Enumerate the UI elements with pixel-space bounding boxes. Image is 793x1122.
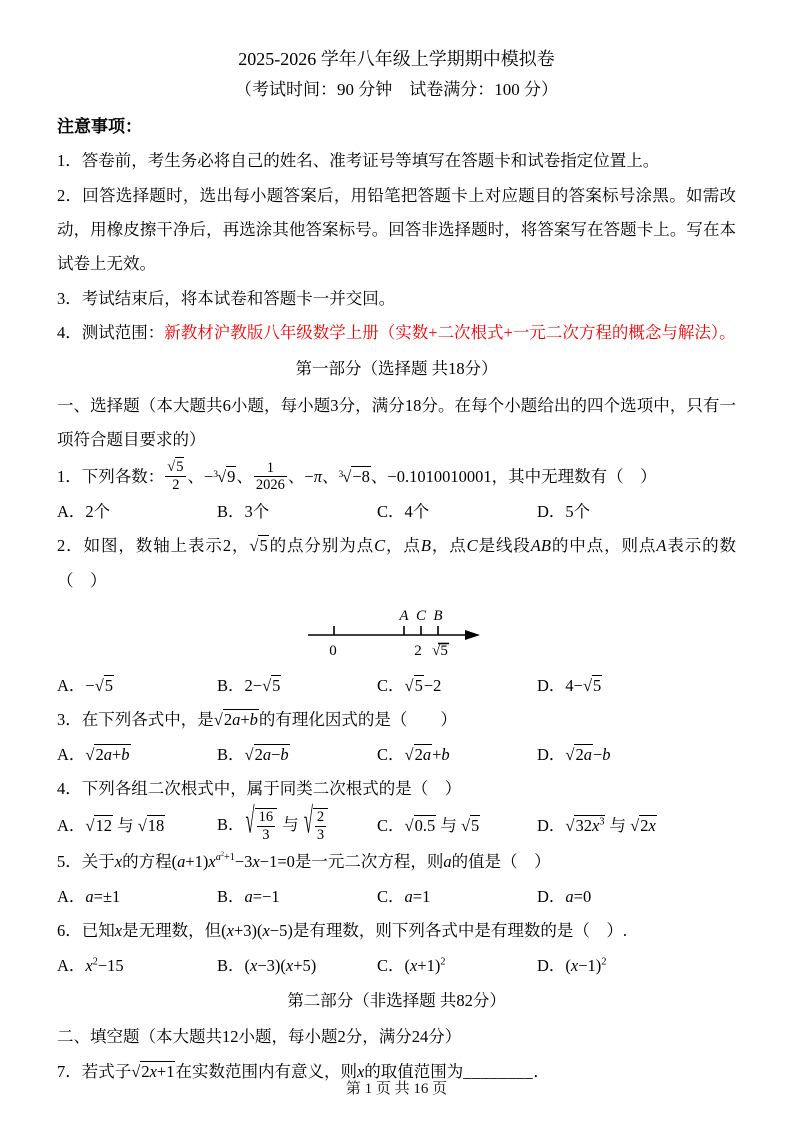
question-6-option-d: D．$(x-1)^2$ — [537, 956, 607, 976]
question-5-option-d: D．a=0 — [537, 886, 592, 906]
notice-item-1: 1．答卷前，考生务必将自己的姓名、准考证号等填写在答题卡和试卷指定位置上。 — [57, 151, 660, 171]
question-3-option-b: B．√2a−b — [217, 745, 289, 765]
notice-heading: 注意事项： — [57, 117, 142, 137]
part1-instruction: 一、选择题（本大题共6小题，每小题3分，满分18分。在每个小题给出的四个选项中，只有一项符合题目要求的） — [57, 395, 736, 449]
question-3-options — [57, 738, 736, 771]
page-footer: 第 1 页 共 16 页 — [345, 1081, 448, 1097]
question-2-option-b: B．2−√5 — [217, 675, 281, 695]
point-a-label: A — [398, 607, 409, 624]
question-7-stem: 7．若式子√2x+1在实数范围内有意义，则x的取值范围为________． — [57, 1061, 550, 1081]
question-2-diagram-wrap — [57, 602, 736, 667]
question-5-option-b: B．a=−1 — [217, 886, 280, 906]
question-4-option-a: A．√12 与 √18 — [57, 816, 165, 836]
question-5-stem: 5．关于x的方程$(a+1)x^{a^2+1}-3x-1=0$是一元二次方程，则a的值是（ ） — [57, 850, 551, 871]
question-5-option-a: A．a=±1 — [57, 886, 121, 906]
question-3-option-d: D．√2a−b — [537, 745, 611, 765]
point-b-label: B — [432, 607, 443, 624]
question-2-option-a: A．−√5 — [57, 675, 114, 695]
part1-title: 第一部分（选择题 共18分） — [295, 359, 498, 379]
number-line-diagram — [302, 602, 492, 662]
origin-label: 0 — [328, 642, 337, 659]
notice-item-4-test-scope: 新教材沪教版八年级数学上册（实数+二次根式+一元二次方程的概念与解法）。 — [164, 322, 736, 342]
question-5 — [57, 845, 736, 913]
sqrt5-label: √5 — [431, 642, 448, 659]
question-2-option-c: C．√5−2 — [377, 675, 442, 695]
question-4-options — [57, 799, 736, 844]
question-6-options — [57, 949, 736, 982]
question-6-stem: 6．已知x是无理数，但(x+3)(x−5)是有理数，则下列各式中是有理数的是（ ）. — [57, 920, 627, 940]
question-4-stem: 4．下列各组二次根式中，属于同类二次根式的是（ ） — [57, 779, 462, 799]
question-4-option-d: D．$√32x^3$ 与 √2x — [537, 816, 656, 836]
question-5-options — [57, 880, 736, 913]
question-4 — [57, 772, 736, 843]
question-3-option-c: C．√2a+b — [377, 745, 450, 765]
question-1-options — [57, 495, 736, 528]
question-6-option-c: C．$(x+1)^2$ — [377, 956, 446, 976]
notice-item-3: 3．考试结束后，将本试卷和答题卡一并交回。 — [57, 288, 396, 308]
question-3 — [57, 703, 736, 771]
question-1-option-c: C．4个 — [377, 502, 430, 522]
question-1-option-d: D．5个 — [537, 502, 591, 522]
two-label: 2 — [413, 642, 422, 659]
question-1-stem: 1．下列各数： $\frac{√5}{2}$ 、−$^3$√9、 $\frac{1}{2026}$ 、−π、$^3$√−8、−0.1010010001，其中无理数有（ ） — [57, 459, 657, 494]
question-6-option-b: B．(x−3)(x+5) — [217, 956, 317, 976]
question-5-option-c: C．a=1 — [377, 886, 431, 906]
notice-item-4-prefix: 4．测试范围： — [57, 322, 165, 342]
question-2-stem: 2．如图，数轴上表示2，√5的点分别为点C，点B，点C是线段AB的中点，则点A表示的数（ ） — [57, 536, 737, 590]
part2-title: 第二部分（非选择题 共82分） — [287, 991, 506, 1011]
part2-instruction: 二、填空题（本大题共12小题，每小题2分，满分24分） — [57, 1027, 462, 1047]
question-3-stem: 3．在下列各式中，是√2a+b的有理化因式的是（ ） — [57, 709, 457, 729]
question-2 — [57, 529, 736, 702]
question-2-option-d: D．4−√5 — [537, 675, 602, 695]
question-1-option-a: A．2个 — [57, 502, 111, 522]
notice-item-4 — [57, 316, 736, 350]
question-2-options — [57, 669, 736, 702]
question-3-option-a: A．√2a+b — [57, 745, 130, 765]
question-1 — [57, 457, 736, 528]
point-c-label: C — [415, 607, 426, 624]
page-title: 2025-2026 学年八年级上学期期中模拟卷 — [238, 49, 555, 69]
notice-item-2: 2．回答选择题时，选出每小题答案后，用铅笔把答题卡上对应题目的答案标号涂黑。如需改动，用橡皮擦干净后，再选涂其他答案标号。回答非选择题时，将答案写在答题卡上。写在本试卷上无效。 — [57, 185, 736, 274]
question-1-option-b: B．3个 — [217, 502, 270, 522]
question-4-option-c: C．√0.5 与 √5 — [377, 816, 480, 836]
page-subtitle: （考试时间：90 分钟 试卷满分：100 分） — [235, 79, 558, 99]
question-6 — [57, 914, 736, 982]
question-4-option-b: B．√ $\frac{16}{3}$ 与 √ $\frac{2}{3}$ — [217, 808, 377, 844]
question-6-option-a: A．$x^2-15$ — [57, 956, 124, 976]
